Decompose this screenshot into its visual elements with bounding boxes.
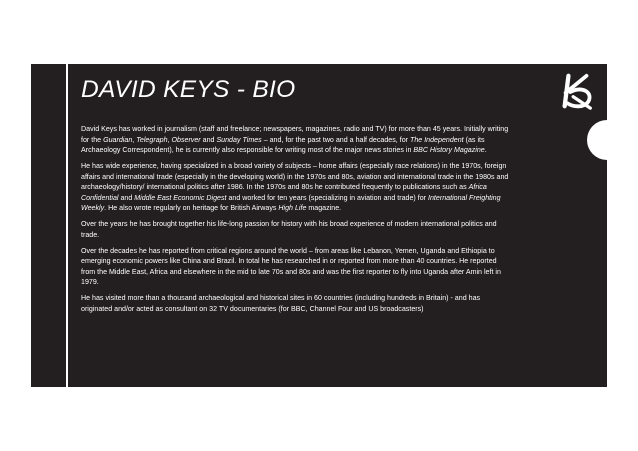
italic-title-text: Telegraph	[136, 135, 168, 144]
italic-title-text: Sunday Times	[216, 135, 262, 144]
paragraph-text: and	[200, 135, 217, 144]
paragraph-text: . He also wrote regularly on heritage for British Airways	[104, 204, 279, 212]
paragraph-text: and	[118, 193, 135, 202]
bio-paragraph	[81, 161, 511, 214]
italic-title-text: Guardian	[103, 135, 133, 144]
decorative-half-circle	[587, 120, 607, 160]
paragraph-text: – and, for the past two and a half decades, for	[261, 135, 410, 144]
paragraph-text: ,	[167, 135, 172, 144]
slide-title: DAVID KEYS - BIO	[81, 76, 296, 103]
paragraph-text: ,	[132, 135, 137, 144]
italic-title-text: High Life	[278, 204, 307, 212]
vertical-divider	[66, 64, 68, 387]
paragraph-text: .	[484, 146, 487, 154]
paragraph-text: magazine.	[306, 204, 342, 212]
paragraph-text: and worked for ten years (specializing in aviation and trade) for	[226, 193, 429, 202]
bio-paragraph	[81, 246, 511, 288]
paragraph-text: (as its Archaeology Correspondent), he is currently also responsible for writing most of the major news stories in	[81, 135, 485, 154]
italic-title-text: The Independent	[410, 135, 464, 144]
kd-monogram-logo-icon	[558, 72, 596, 110]
bio-paragraph	[81, 293, 511, 314]
bio-paragraph	[81, 219, 511, 240]
italic-title-text: Africa Confidential	[81, 183, 487, 202]
paragraph-text: He has visited more than a thousand archaeological and historical sites in 60 countries (including hundreds in Britain) - and has originated and/or acted as consultant on 32 TV documentaries (for BBC, Channel Four and US broadcasters)	[81, 294, 481, 313]
italic-title-text: BBC History Magazine	[413, 146, 485, 154]
paragraph-text: He has wide experience, having specialized in a broad variety of subjects – home affairs (especially race relations) in the 1970s, foreign affairs and international trade (especially in the developing world) in the 1970s and 80s, aviation and international trade in the 1980s and archaeology/history/ international politics after 1986. In the 1970s and 80s he contributed frequently to publications such as	[81, 162, 509, 191]
italic-title-text: Middle East Economic Digest	[134, 193, 227, 202]
italic-title-text: International Freighting Weekly	[81, 193, 501, 212]
bio-body	[81, 124, 511, 320]
paragraph-text: Over the decades he has reported from critical regions around the world – from areas like Lebanon, Yemen, Uganda and Ethiopia to emerging economic powers like China and Brazil. In total he has researched in or reported from more than 40 countries. He reported from the Middle East, Africa and elsewhere in the mid to late 70s and 80s and was the first reporter to fly into Uganda after Amin left in 1979.	[81, 246, 501, 286]
italic-title-text: Observer	[171, 135, 201, 144]
bio-slide	[31, 64, 607, 387]
paragraph-text: Over the years he has brought together his life-long passion for history with his broad experience of modern international politics and trade.	[81, 220, 497, 239]
paragraph-text: David Keys has worked in journalism (staff and freelance; newspapers, magazines, radio and TV) for more than 45 years. Initially writing for the	[81, 125, 509, 144]
bio-paragraph	[81, 124, 511, 156]
